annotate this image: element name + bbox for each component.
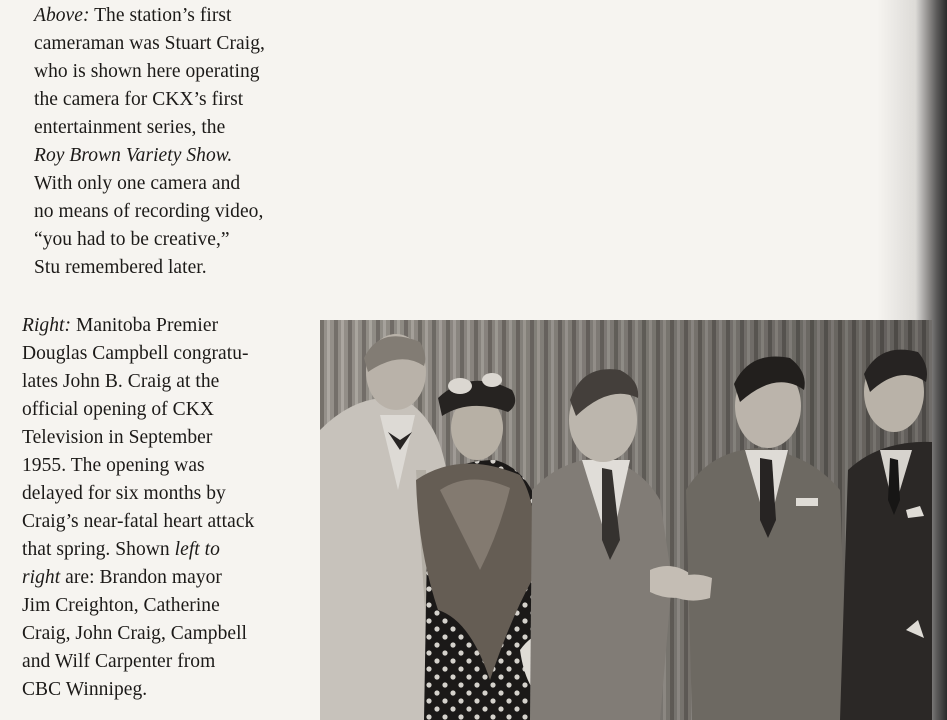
caption-text: Manitoba Premier [75,315,219,336]
caption-line: entertainment series, the [34,117,226,138]
caption-line: official opening of CKX [22,399,214,420]
caption-line: no means of recording video, [34,201,264,222]
caption-line: the camera for CKX’s first [34,89,244,110]
caption-line: Jim Creighton, Catherine [22,595,220,616]
caption-above [34,2,265,282]
caption-line [22,536,254,564]
caption-line: and Wilf Carpenter from [22,651,216,672]
group-photograph [320,320,932,720]
caption-line: CBC Winnipeg. [22,679,148,700]
caption-italic: right [22,567,61,588]
caption-line: cameraman was Stuart Craig, [34,33,265,54]
caption-line: Craig, John Craig, Campbell [22,623,248,644]
caption-italic: left to [174,539,220,560]
caption-line: With only one camera and [34,173,241,194]
caption-text: The station’s first [94,5,232,26]
caption-lead: Right: [22,315,72,336]
caption-line: Stu remembered later. [34,257,207,278]
caption-line [22,564,254,592]
caption-line: 1955. The opening was [22,455,205,476]
photo-illustration [320,320,932,720]
caption-line: Douglas Campbell congratu- [22,343,249,364]
caption-text: are: Brandon mayor [65,567,222,588]
caption-line: Television in September [22,427,213,448]
caption-line: “you had to be creative,” [34,229,230,250]
caption-line [22,312,254,340]
caption-line: delayed for six months by [22,483,226,504]
show-title: Roy Brown Variety Show. [34,145,233,166]
caption-line [34,2,265,30]
caption-line: who is shown here operating [34,61,260,82]
caption-text: that spring. Shown [22,539,170,560]
caption-line: lates John B. Craig at the [22,371,220,392]
caption-right [22,312,254,704]
caption-line [34,142,265,170]
caption-line: Craig’s near-fatal heart attack [22,511,255,532]
caption-lead: Above: [34,5,90,26]
